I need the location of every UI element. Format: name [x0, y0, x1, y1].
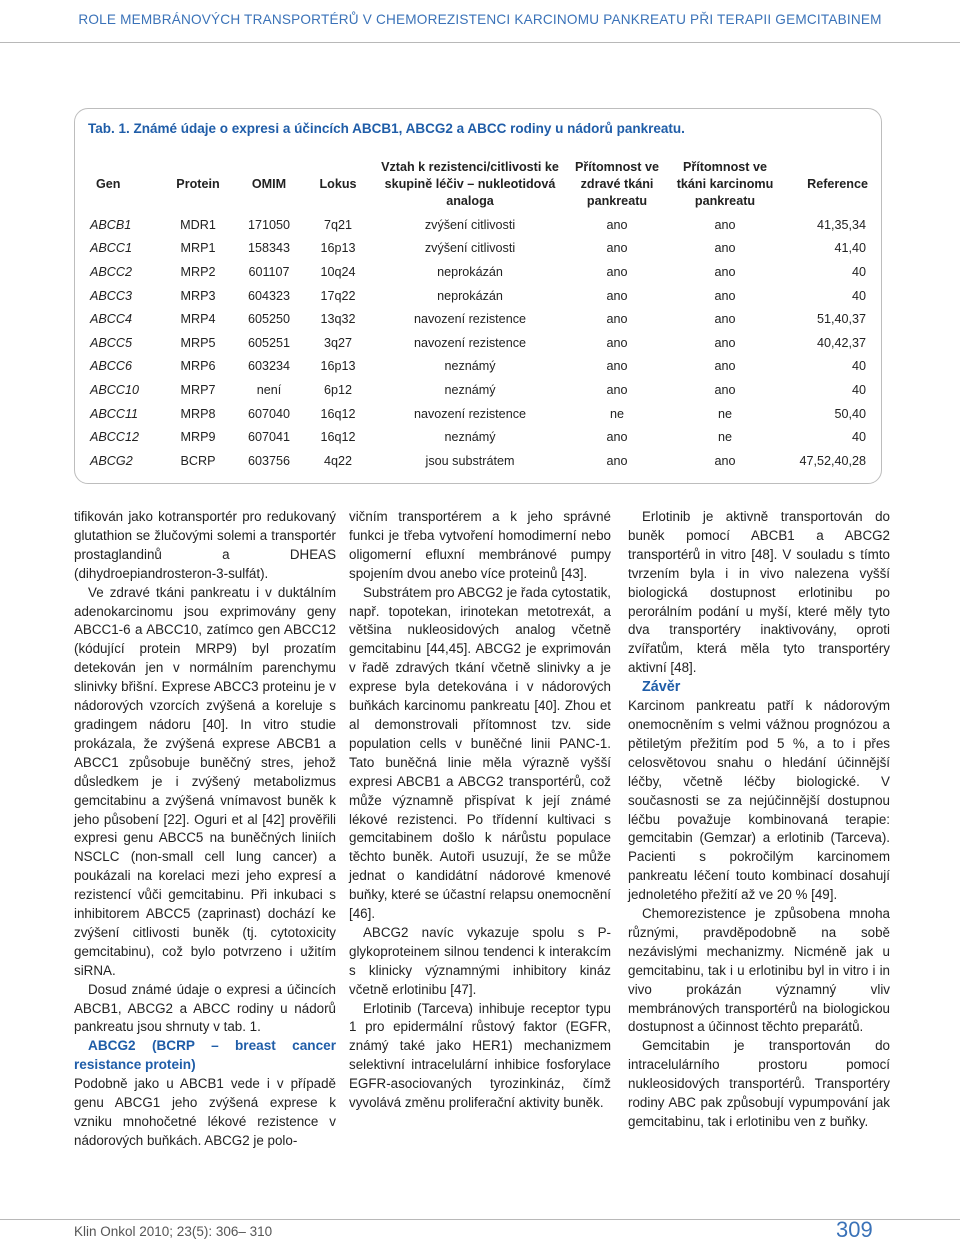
- table-row: [84, 402, 874, 426]
- table-row: [84, 260, 874, 284]
- table-row: [84, 331, 874, 355]
- table-cell: 603756: [247, 453, 291, 468]
- table-cell: 605250: [247, 312, 291, 327]
- table-cell: 607041: [247, 430, 291, 445]
- table-cell: 171050: [247, 217, 291, 232]
- table-cell: navození rezistence: [413, 335, 526, 350]
- table-cell: ne: [609, 406, 624, 421]
- table-cell: 13q32: [320, 312, 356, 327]
- table-cell: ABCG2: [90, 453, 133, 468]
- table-row: [84, 425, 874, 449]
- table-cell: ano: [714, 335, 736, 350]
- table-cell: ABCC2: [90, 264, 132, 279]
- table-cell: ano: [714, 264, 736, 279]
- paragraph: Ve zdravé tkáni pankreatu i v duktálním adenokarcinomu jsou exprimovány geny ABCC1-6 a ABCC10, zatímco gen ABCC12 (kódující protein MRP9) byl prozatím detekován jen v normálním parenchymu slinivky břišní. Exprese ABCC3 proteinu je v nádorových vzorcích zvýšená a koreluje s gradingem nádoru [40]. In vitro studie prokázala, že zvýšená exprese ABCB1 a ABCC1 způsobuje buněčný stres, jehož důsledkem je i zvýšený metabolizmus gemcitabinu a zvýšená vnímavost buněk k jeho působení [22]. Oguri et al [42] prověřili expresi genu ABCC5 na buněčných liniích NSCLC (non-small cell lung cancer) a poukázali na korelaci mezi jeho expresí a rezistencí vůči gemcitabinu. Při inkubaci s inhibitorem ABCC5 (zaprinast) dochází ke zvýšení citlivosti buněk (tj. cytotoxicity gemcitabinu), což bylo potvrzeno i užitím siRNA.: [74, 584, 336, 978]
- table-cell: ano: [606, 359, 628, 374]
- col-header-zdrava-tkan: Přítomnost ve zdravé tkáni pankreatu: [575, 159, 659, 208]
- paragraph: vičním transportérem a k jeho správné funkci je třeba vytvoření homodimerní nebo oligomerní efluxní membránové pumpy spojením dvou anebo více proteinů [43].: [349, 509, 611, 581]
- table-cell: 601107: [248, 264, 290, 279]
- table-cell: MRP3: [180, 288, 216, 303]
- table-cell: ano: [714, 241, 736, 256]
- table-cell: 3q27: [323, 335, 353, 350]
- table-cell: ano: [606, 430, 628, 445]
- table-cell: navození rezistence: [413, 312, 526, 327]
- table-cell: 10q24: [320, 264, 356, 279]
- running-title: ROLE MEMBRÁNOVÝCH TRANSPORTÉRŮ V CHEMOREZISTENCI KARCINOMU PANKREATU PŘI TERAPII GEMCITABINEM: [78, 12, 882, 27]
- paragraph: Podobně jako u ABCB1 vede i v případě genu ABCG1 jeho zvýšená exprese k vzniku mnohočetné lékové rezistence v nádorových buňkách. ABCG2 je polo-: [74, 1076, 336, 1148]
- table-cell: 40: [851, 382, 866, 397]
- paragraph: Erlotinib je aktivně transportován do buněk pomocí ABCB1 a ABCG2 transportérů in vitro [48]. V souladu s tímto tvrzením byla i in vivo nalezena vyšší biologická dostupnost erlotinibu po perorálním podání u myší, které měly tyto dva transportéry inaktivovány, oproti zvířatům, která měla tyto transportéry aktivní [48].: [628, 509, 890, 676]
- table-cell: ano: [714, 382, 736, 397]
- text-column-3: [628, 508, 890, 1132]
- table-cell: 40: [851, 264, 866, 279]
- table-cell: ABCC5: [90, 335, 132, 350]
- table-cell: ano: [714, 217, 736, 232]
- table-cell: ano: [606, 312, 628, 327]
- table-cell: ano: [606, 217, 628, 232]
- table-cell: neprokázán: [437, 264, 503, 279]
- table-cell: 40: [851, 288, 866, 303]
- table-cell: MRP5: [180, 335, 216, 350]
- col-header-karcinom: Přítomnost ve tkáni karcinomu pankreatu: [676, 159, 774, 208]
- table-cell: neznámý: [444, 359, 496, 374]
- paragraph: Substrátem pro ABCG2 je řada cytostatik, např. topotekan, irinotekan metotrexát, a většina nukleosidových analog včetně gemcitabinu [44,45]. ABCG2 je exprimován v řadě zdravých tkání včetně slinivky a je exprese byla detekována i v nádorových buňkách karcinomu pankreatu [40]. Zhou et al demonstrovali přítomnost tzv. side population cells v buněčné linii PANC-1. Tato buněčná linie měla výrazně vyšší expresi ABCB1 a ABCG2 transportérů, což může významně přispívat k její známé lékové rezistenci. Po třídenní kultivaci s gemcitabinem došlo k nárůstu populace těchto buněk. Autoři usuzují, že se může jednat o kandidátní nádorové kmenové buňky, které se účastní relapsu onemocnění [46].: [349, 584, 611, 922]
- table-cell: není: [256, 382, 282, 397]
- table-cell: neznámý: [444, 382, 496, 397]
- table-cell: ABCC6: [90, 359, 132, 374]
- table-cell: ano: [606, 335, 628, 350]
- table-cell: MRP1: [180, 241, 216, 256]
- page-number: 309: [836, 1217, 873, 1242]
- table-cell: neznámý: [444, 430, 496, 445]
- paragraph: Dosud známé údaje o expresi a účincích ABCB1, ABCG2 a ABCC rodiny u nádorů pankreatu jsou shrnuty v tab. 1.: [74, 981, 336, 1035]
- table-cell: MRP8: [180, 406, 216, 421]
- journal-citation: Klin Onkol 2010; 23(5): 306– 310: [74, 1224, 273, 1239]
- table-cell: 51,40,37: [816, 312, 866, 327]
- col-header-omim: OMIM: [251, 176, 287, 191]
- table-cell: ne: [717, 406, 732, 421]
- table-cell: 40: [851, 430, 866, 445]
- table-cell: 158343: [247, 241, 291, 256]
- paragraph: Gemcitabin je transportován do intracelulárního prostoru pomocí nukleosidových transportérů. Transportéry rodiny ABC pak způsobují vypumpování jak gemcitabinu, tak i erlotinibu ven z buňky.: [628, 1038, 890, 1129]
- header-divider: [0, 42, 960, 43]
- table-cell: ABCC10: [90, 382, 139, 397]
- table-cell: 40: [851, 359, 866, 374]
- table-cell: ano: [714, 288, 736, 303]
- table-cell: BCRP: [180, 453, 216, 468]
- table-cell: navození rezistence: [413, 406, 526, 421]
- table-cell: zvýšení citlivosti: [424, 241, 516, 256]
- col-header-gen: Gen: [96, 176, 121, 191]
- table-cell: 40,42,37: [816, 335, 866, 350]
- section-heading-abcg2: ABCG2 (BCRP – breast cancer resistance protein): [74, 1038, 336, 1073]
- table-cell: 41,40: [834, 241, 866, 256]
- table-header-row: [84, 155, 874, 213]
- table-row: [84, 307, 874, 331]
- table-cell: 50,40: [834, 406, 866, 421]
- table-cell: zvýšení citlivosti: [424, 217, 516, 232]
- paragraph: ABCG2 navíc vykazuje spolu s P-glykoproteinem silnou tendenci k interakcím s klinicky významnými inhibitory kináz včetně erlotinibu [47].: [349, 924, 611, 997]
- table-cell: 16q12: [320, 430, 356, 445]
- table-cell: ano: [714, 312, 736, 327]
- table-cell: 4q22: [323, 453, 353, 468]
- table-cell: 604323: [247, 288, 291, 303]
- table-row: [84, 378, 874, 402]
- paragraph: tifikován jako kotransportér pro redukovaný glutathion se žlučovými solemi a transportér prostaglandinů a DHEAS (dihydroepiandrosteron-3-sulfát).: [74, 509, 336, 581]
- table-cell: 41,35,34: [816, 217, 866, 232]
- table-cell: jsou substrátem: [425, 453, 515, 468]
- data-table: [84, 155, 874, 473]
- table-cell: ABCC1: [90, 241, 132, 256]
- table-cell: MRP9: [180, 430, 216, 445]
- table-cell: ne: [717, 430, 732, 445]
- table-row: [84, 237, 874, 261]
- table-cell: MRP7: [180, 382, 216, 397]
- table-cell: ano: [606, 264, 628, 279]
- section-heading-zaver: Závěr: [642, 679, 681, 696]
- table-cell: ABCC11: [90, 406, 139, 421]
- text-column-2: [349, 508, 611, 1113]
- table-cell: ano: [714, 359, 736, 374]
- table-cell: ABCC4: [90, 312, 132, 327]
- table-cell: MRP6: [180, 359, 216, 374]
- table-caption: Tab. 1. Známé údaje o expresi a účincích ABCB1, ABCG2 a ABCC rodiny u nádorů pankreatu.: [88, 121, 685, 136]
- table-row: [84, 355, 874, 379]
- table-cell: neprokázán: [437, 288, 503, 303]
- footer-divider: [0, 1219, 960, 1220]
- table-cell: 47,52,40,28: [799, 453, 866, 468]
- table-cell: ABCC12: [90, 430, 139, 445]
- table-cell: 17q22: [320, 288, 356, 303]
- table-cell: 16p13: [320, 359, 356, 374]
- table-row: [84, 284, 874, 308]
- paragraph: Karcinom pankreatu patří k nádorovým onemocněním s velmi vážnou prognózou a pětiletým přežitím pod 5 %, a to i přes celosvětovou snahu o hledání účinnější léčby, včetně léčby biologické. V současnosti se za nejúčinnější dostupnou léčbu považuje kombinovaná terapie: gemcitabin (Gemzar) a erlotinib (Tarceva). Pacienti s pokročilým karcinomem pankreatu léčení touto kombinací dosahují jednoletého přežití až ve 20 % [49].: [628, 698, 890, 903]
- table-cell: 6p12: [323, 382, 353, 397]
- table-cell: MRP2: [180, 264, 216, 279]
- table-cell: 603234: [247, 359, 291, 374]
- table-cell: ABCB1: [90, 217, 132, 232]
- table-cell: MRP4: [180, 312, 216, 327]
- table-cell: ano: [606, 453, 628, 468]
- paragraph: Erlotinib (Tarceva) inhibuje receptor typu 1 pro epidermální růstový faktor (EGFR, známý také jako HER1) mechanizmem selektivní intracelulární inhibice fosforylace EGFR-asociovaných tyrozinkináz, čímž vyvolává změnu proliferační aktivity buněk.: [349, 1000, 611, 1111]
- text-column-1: [74, 508, 336, 1151]
- col-header-lokus: Lokus: [319, 176, 357, 191]
- col-header-reference: Reference: [807, 176, 868, 191]
- table-cell: MDR1: [180, 217, 216, 232]
- table-cell: 16p13: [320, 241, 356, 256]
- table-cell: ABCC3: [90, 288, 132, 303]
- table-cell: 605251: [247, 335, 291, 350]
- table-row: [84, 449, 874, 473]
- paragraph: Chemorezistence je způsobena mnoha různými, pravděpodobně na sobě nezávislými mechanizmy. Nicméně jak u gemcitabinu, tak i u erlotinibu byl in vitro i in vivo prokázán významný vliv membránových transportérů na biologickou dostupnost a účinnost těchto preparátů.: [628, 906, 890, 1035]
- table-row: [84, 213, 874, 237]
- table-cell: ano: [714, 453, 736, 468]
- table-cell: 607040: [247, 406, 291, 421]
- table-cell: 16q12: [320, 406, 356, 421]
- table-cell: ano: [606, 241, 628, 256]
- col-header-protein: Protein: [176, 176, 220, 191]
- table-cell: ano: [606, 288, 628, 303]
- table-cell: 7q21: [323, 217, 353, 232]
- table-cell: ano: [606, 382, 628, 397]
- col-header-vztah: Vztah k rezistenci/citlivosti ke skupině léčiv – nukleotidová analoga: [381, 159, 559, 208]
